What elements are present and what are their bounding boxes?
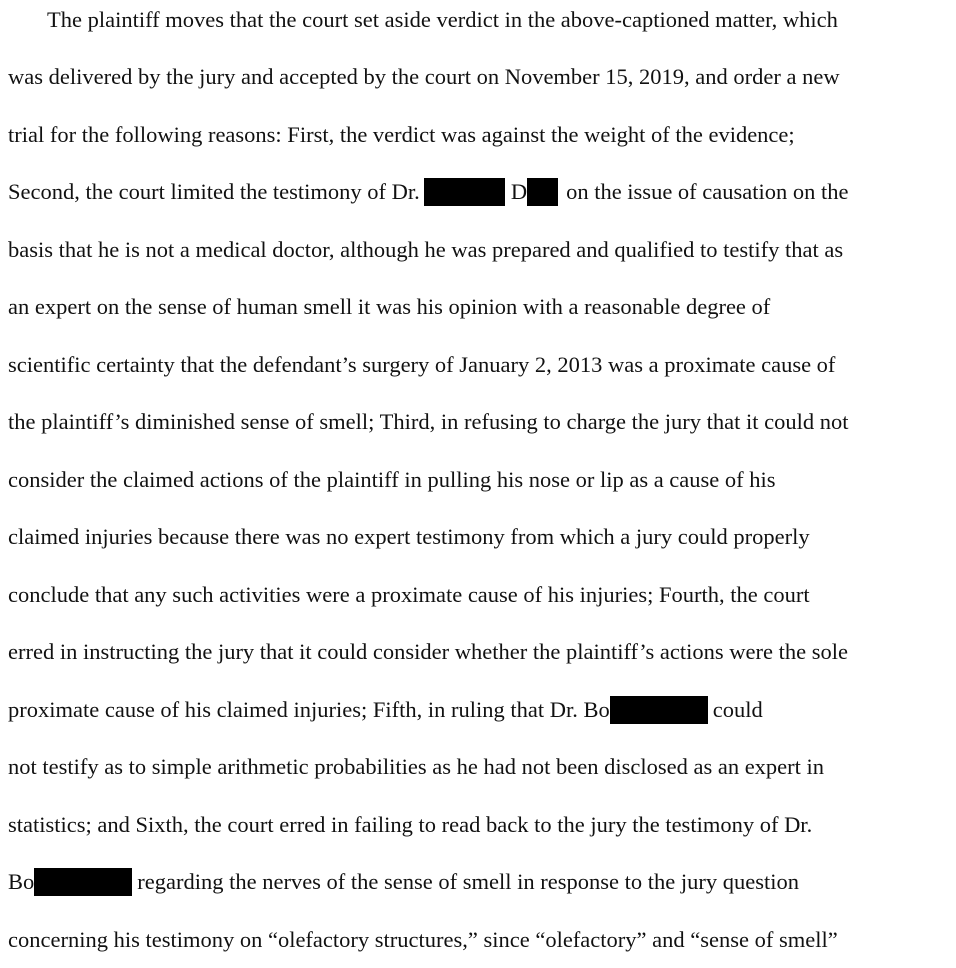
paragraph-line-6: an expert on the sense of human smell it was his opinion with a reasonable degree of bbox=[8, 294, 771, 319]
redaction-box bbox=[424, 178, 505, 206]
paragraph-line-2: was delivered by the jury and accepted by the court on November 15, 2019, and order a new bbox=[8, 64, 840, 89]
line-13-text-start: proximate cause of his claimed injuries; Fifth, in ruling that Dr. Bo bbox=[8, 697, 610, 722]
redaction-box bbox=[610, 696, 708, 724]
line-13-text-end: could bbox=[712, 697, 763, 722]
line-16-text-end: regarding the nerves of the sense of smell in response to the jury question bbox=[137, 869, 799, 894]
paragraph-line-14: not testify as to simple arithmetic probabilities as he had not been disclosed as an expert in bbox=[8, 754, 825, 779]
paragraph-line-7: scientific certainty that the defendant’s surgery of January 2, 2013 was a proximate cause of bbox=[8, 352, 836, 377]
paragraph-line-5: basis that he is not a medical doctor, although he was prepared and qualified to testify that as bbox=[8, 237, 844, 262]
redaction-box bbox=[34, 868, 132, 896]
paragraph-line-8: the plaintiff’s diminished sense of smell; Third, in refusing to charge the jury that it could not bbox=[8, 409, 849, 434]
line-16-text-start: Bo bbox=[8, 869, 35, 894]
paragraph-line-15: statistics; and Sixth, the court erred in failing to read back to the jury the testimony of Dr. bbox=[8, 812, 813, 837]
paragraph-line-16 bbox=[8, 867, 799, 897]
paragraph-line-17: concerning his testimony on “olefactory structures,” since “olefactory” and “sense of smell” bbox=[8, 927, 838, 952]
paragraph-line-11: conclude that any such activities were a proximate cause of his injuries; Fourth, the court bbox=[8, 582, 810, 607]
paragraph-line-9: consider the claimed actions of the plaintiff in pulling his nose or lip as a cause of his bbox=[8, 467, 776, 492]
paragraph-line-12: erred in instructing the jury that it could consider whether the plaintiff’s actions were the sole bbox=[8, 639, 848, 664]
line-4-text-start: Second, the court limited the testimony of Dr. bbox=[8, 179, 420, 204]
paragraph-line-4 bbox=[8, 177, 849, 207]
paragraph-line-1: The plaintiff moves that the court set aside verdict in the above-captioned matter, which bbox=[47, 7, 838, 32]
paragraph-line-3: trial for the following reasons: First, the verdict was against the weight of the evidence; bbox=[8, 122, 795, 147]
paragraph-line-10: claimed injuries because there was no expert testimony from which a jury could properly bbox=[8, 524, 810, 549]
line-4-initial: D bbox=[510, 179, 528, 204]
line-4-text-end: on the issue of causation on the bbox=[566, 179, 849, 204]
redaction-box bbox=[527, 178, 558, 206]
paragraph-line-13 bbox=[8, 695, 763, 725]
